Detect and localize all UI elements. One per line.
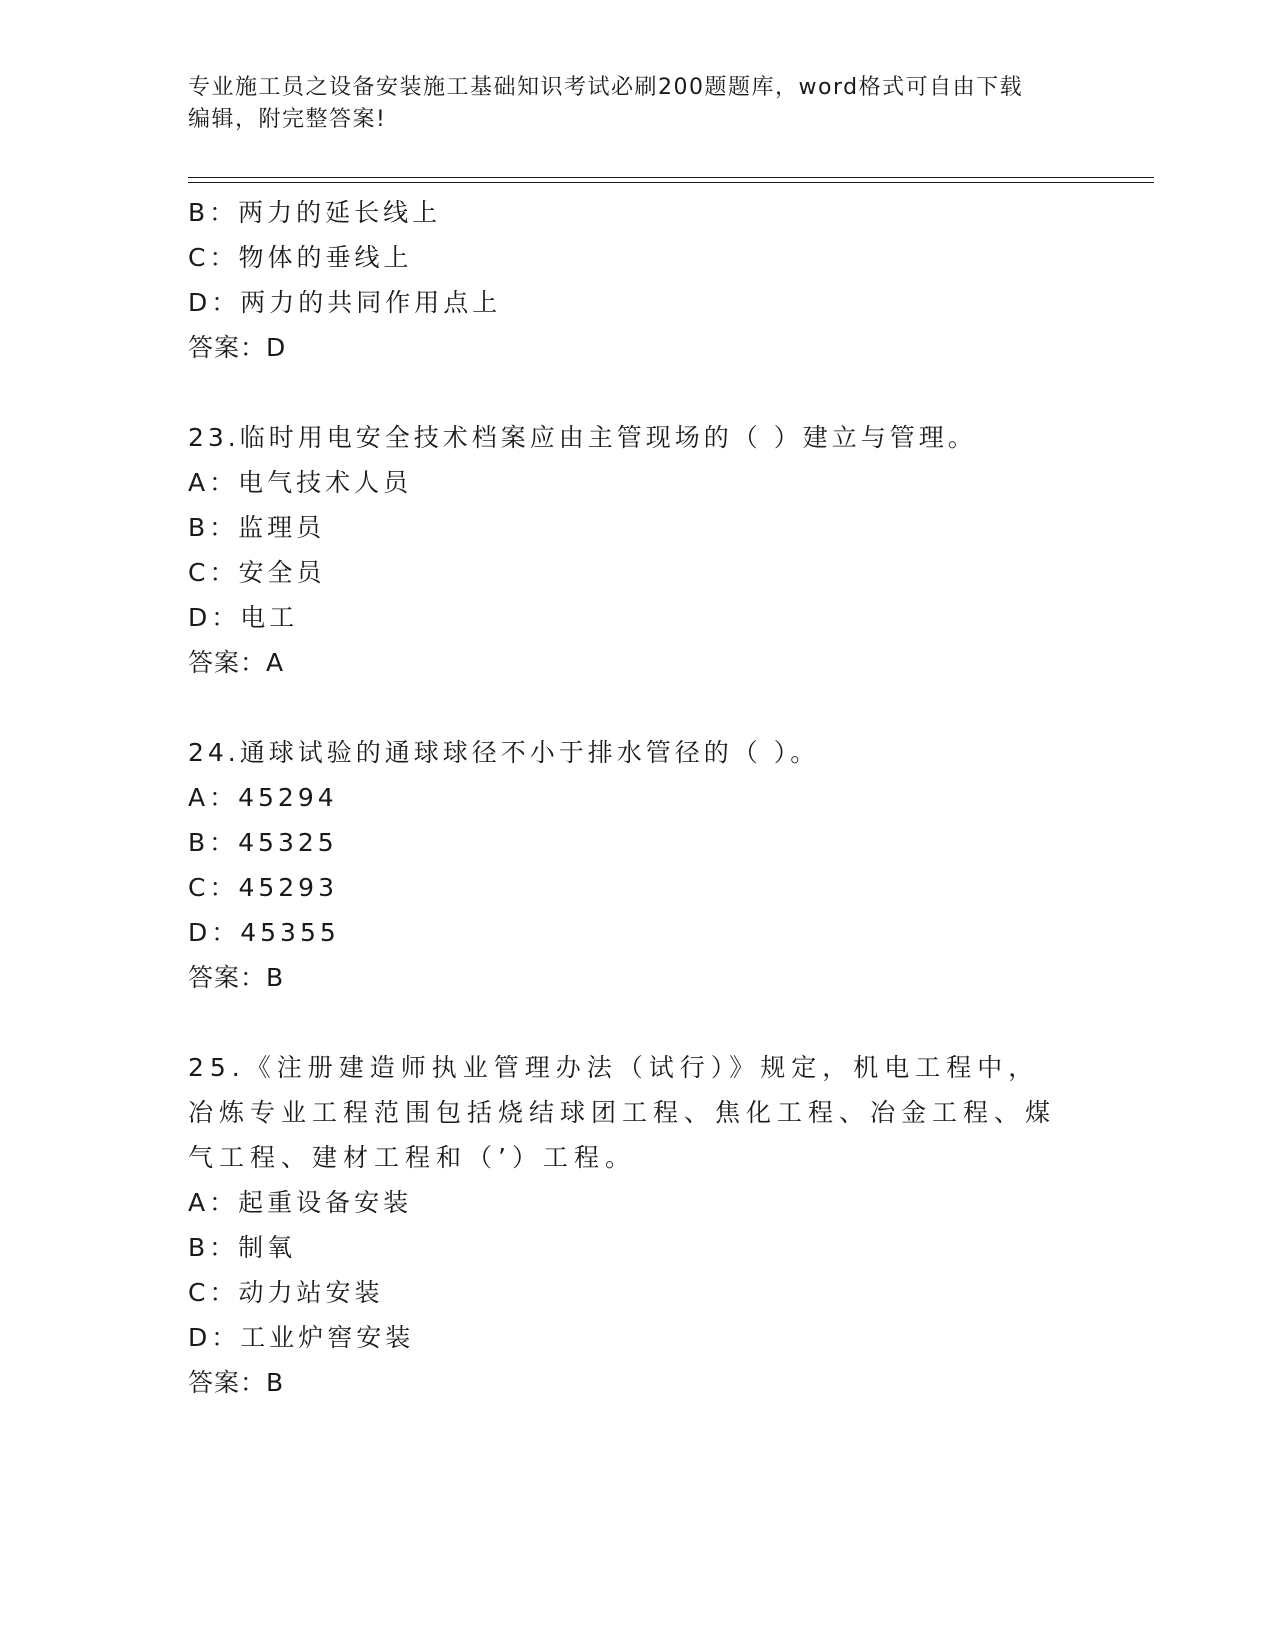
answer: 答案：B (188, 963, 285, 992)
option-a: A：电气技术人员 (188, 468, 413, 497)
question-stem: 25.《注册建造师执业管理办法（试行）》规定，机电工程中，冶炼专业工程范围包括烧结球团工程、焦化工程、冶金工程、煤气工程、建材工程和（’）工程。 (188, 1053, 1057, 1172)
header-line-1: 专业施工员之设备安装施工基础知识考试必刷200题题库，word格式可自由下载 (188, 75, 1024, 100)
answer: 答案：D (188, 333, 287, 362)
option-d: D：两力的共同作用点上 (188, 288, 502, 317)
question-stem: 24.通球试验的通球球径不小于排水管径的（ ）。 (188, 738, 820, 767)
option-c: C：动力站安装 (188, 1278, 384, 1307)
header-line-2: 编辑，附完整答案! (188, 107, 387, 132)
document-header (188, 72, 1088, 136)
option-b: B：45325 (188, 828, 338, 857)
header-divider-top (188, 177, 1154, 178)
answer: 答案：B (188, 1368, 285, 1397)
option-d: D：电工 (188, 603, 299, 632)
option-a: A：45294 (188, 783, 338, 812)
question-24 (188, 730, 1088, 1001)
option-b: B：两力的延长线上 (188, 198, 442, 227)
question-list (188, 190, 1088, 1406)
header-divider-bottom (188, 182, 1154, 183)
option-a: A：起重设备安装 (188, 1188, 413, 1217)
option-d: D：工业炉窖安装 (188, 1323, 415, 1352)
question-22 (188, 190, 1088, 371)
question-23 (188, 415, 1088, 686)
option-c: C：45293 (188, 873, 338, 902)
answer: 答案：A (188, 648, 285, 677)
question-stem: 23.临时用电安全技术档案应由主管现场的（ ）建立与管理。 (188, 423, 977, 452)
question-25 (188, 1045, 1088, 1406)
option-b: B：制氧 (188, 1233, 297, 1262)
option-c: C：物体的垂线上 (188, 243, 413, 272)
option-b: B：监理员 (188, 513, 326, 542)
option-c: C：安全员 (188, 558, 326, 587)
option-d: D：45355 (188, 918, 340, 947)
